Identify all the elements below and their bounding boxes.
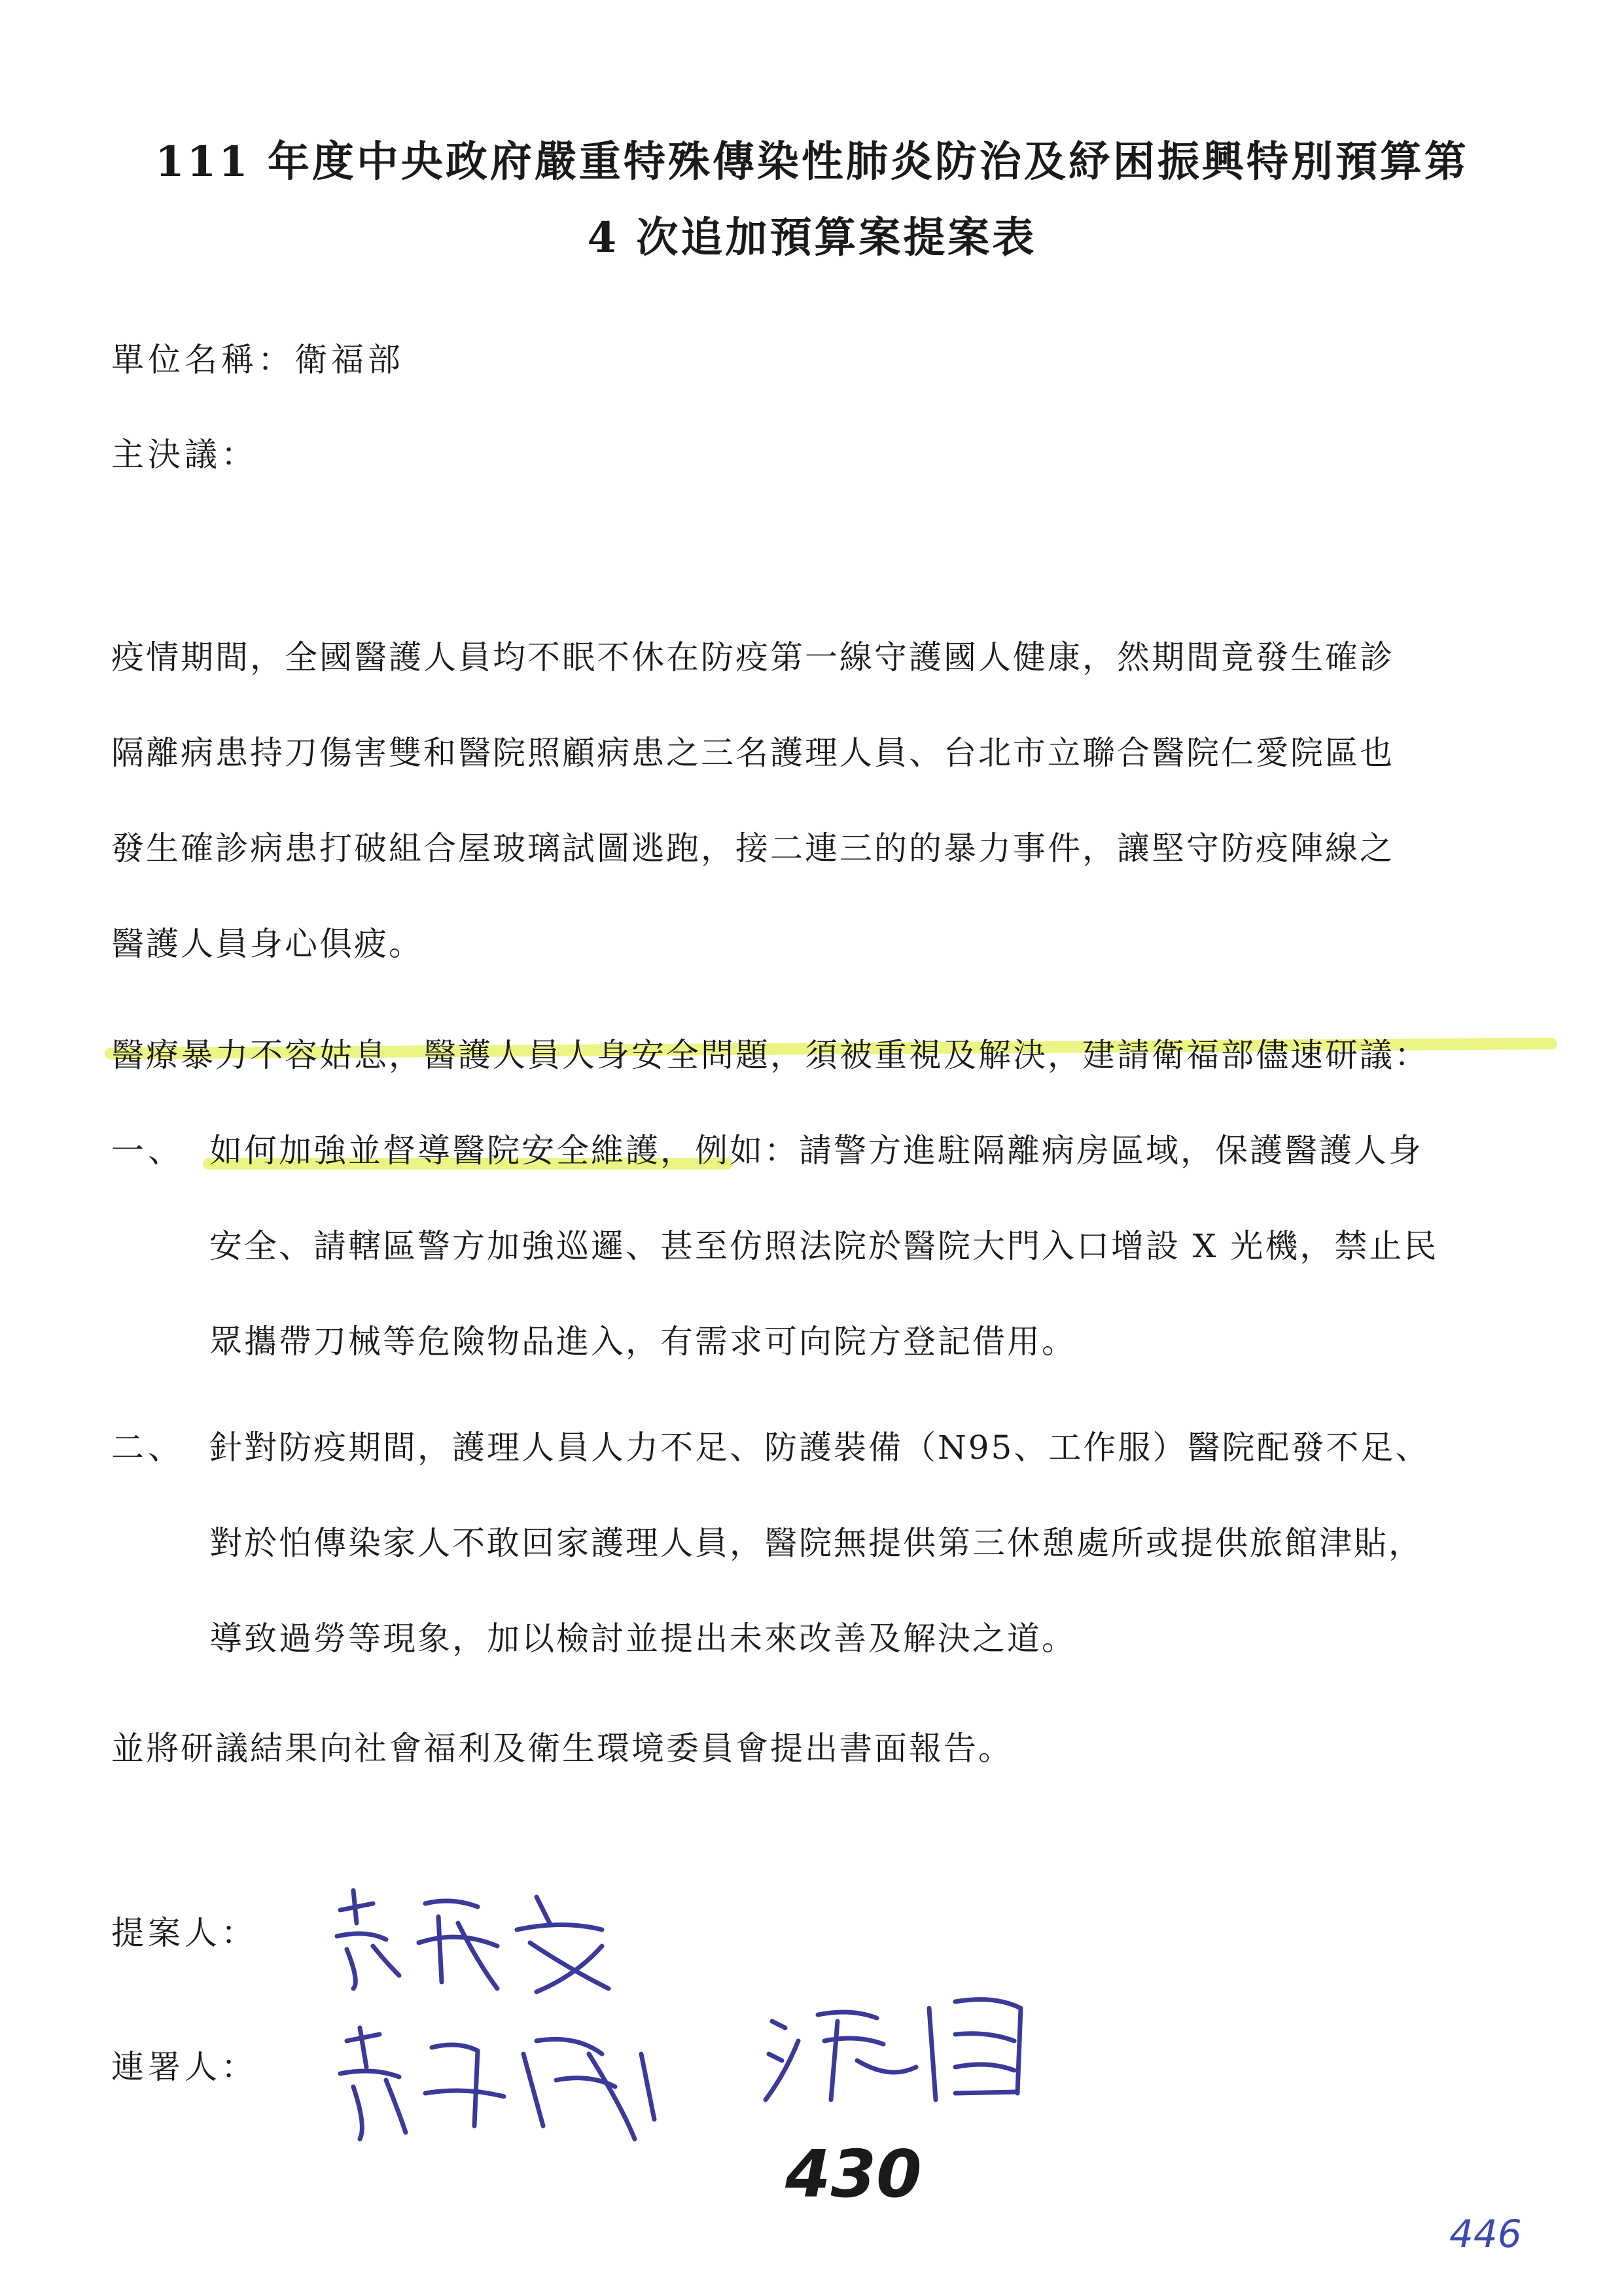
item-2-line: 對於怕傳染家人不敢回家護理人員，醫院無提供第三休憩處所或提供旅館津貼， [209,1524,1423,1562]
paragraph-2-line: 醫療暴力不容姑息，醫護人員人身安全問題，須被重視及解決，建請衛福部儘速研議： [111,1036,1429,1074]
item-2-line: 針對防疫期間，護理人員人力不足、防護裝備（N95、工作服）醫院配發不足、 [209,1429,1430,1467]
item-1-number: 一、 [111,1132,185,1170]
paragraph-1-line: 醫護人員身心俱疲。 [111,925,423,963]
paragraph-1-line: 疫情期間，全國醫護人員均不眠不休在防疫第一線守護國人健康，然期間竟發生確診 [111,638,1394,676]
paragraph-1-line: 隔離病患持刀傷害雙和醫院照顧病患之三名護理人員、台北市立聯合醫院仁愛院區也 [111,734,1394,772]
paragraph-1 [111,610,1551,992]
item-1-line: 如何加強並督導醫院安全維護，例如：請警方進駐隔離病房區域，保護醫護人身 [209,1132,1423,1170]
page-number [1446,2204,1551,2266]
title-line-2: 4 次追加預算案提案表 [587,213,1037,262]
closing-line: 並將研議結果向社會福利及衛生環境委員會提出書面報告。 [111,1730,1013,1767]
item-2 [111,1400,1570,1686]
item-2-line: 導致過勞等現象，加以檢討並提出未來改善及解決之道。 [209,1620,1076,1658]
page-number-graphic [1446,2204,1551,2263]
cosigner-label: 連署人： [111,2048,258,2086]
main-resolution-label: 主決議： [111,436,258,474]
stamp-number-graphic [779,2139,936,2211]
paragraph-1-line: 發生確診病患打破組合屋玻璃試圖逃跑，接二連三的的暴力事件，讓堅守防疫陣線之 [111,829,1394,867]
page-number-text: 446 [1449,2212,1522,2256]
signature-cosigner-2 [759,1982,1047,2113]
signature-cosigner-1 [327,2015,694,2146]
paragraph-2 [111,1007,1551,1103]
stamp-number-text: 430 [785,2139,922,2211]
item-1-line: 眾攜帶刀械等危險物品進入，有需求可向院方登記借用。 [209,1323,1076,1361]
proposer-label: 提案人： [111,1914,258,1952]
unit-name-line: 單位名稱：衛福部 [111,341,404,379]
closing-paragraph [111,1701,1551,1796]
document-title [0,124,1624,276]
title-line-1: 111 年度中央政府嚴重特殊傳染性肺炎防治及紓困振興特別預算第 [155,137,1469,186]
item-2-number: 二、 [111,1429,185,1467]
item-1 [111,1103,1570,1389]
stamp-number [779,2139,936,2214]
signature-proposer [327,1884,667,1995]
item-1-line: 安全、請轄區警方加強巡邏、甚至仿照法院於醫院大門入口增設 X 光機，禁止民 [209,1227,1439,1265]
